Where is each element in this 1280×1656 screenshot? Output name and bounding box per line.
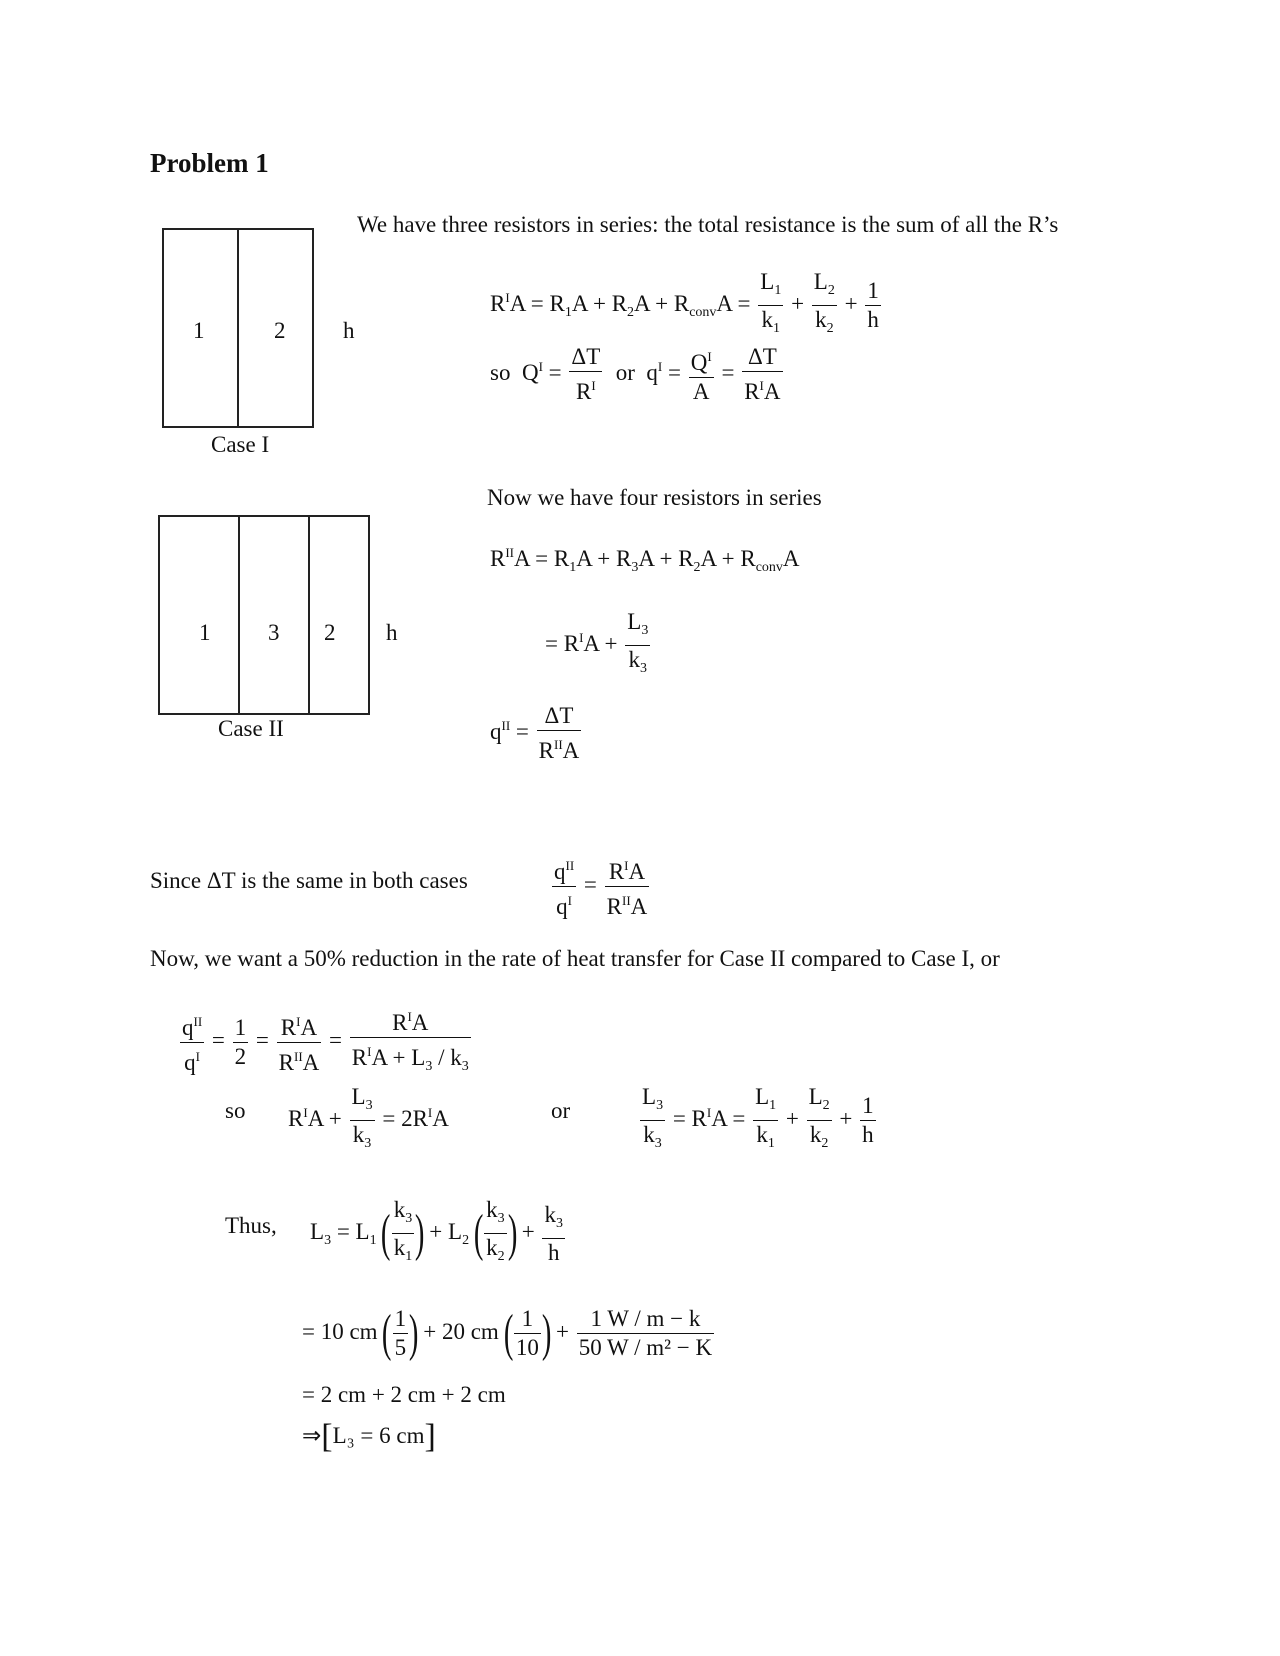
equation-double-resistance: $R^IA$ + $\frac{L_3}{k_3}$ = $2R^IA$ [288,1084,449,1151]
case1-layer-label: 1 [193,318,205,343]
final-answer: ⇒[L₃ = 6 cm] [302,1418,436,1455]
case2-layer-label: 2 [324,620,336,645]
equation-heat-flux-case2: $q^{II}$ = $\frac{\Delta T}{R^{II}A}$ [490,703,580,763]
four-resistors-text: Now we have four resistors in series [487,485,822,510]
case2-wall-outline [158,515,370,715]
word-thus: Thus, [225,1213,277,1238]
since-text: Since ΔT is the same in both cases [150,868,468,893]
reduction-text: Now, we want a 50% reduction in the rate of heat transfer for Case II compared to Case I, or [150,946,1000,971]
equation-half-reduction: $\frac{q^{II}}{q^I}$ = $\frac{1}{2}$ = $\frac{R^IA}{R^{II}A}$ = $\frac{R^IA}{R^IA + L_3 / k_3}$ [178,1003,473,1081]
page-title: Problem 1 [150,148,269,178]
case1-divider [237,228,239,428]
equation-sum-terms: = 2 cm + 2 cm + 2 cm [302,1382,506,1407]
case2-divider [238,515,240,715]
case2-divider [308,515,310,715]
case2-caption: Case II [218,716,284,741]
equation-flux-ratio: $\frac{q^{II}}{q^I}$ = $\frac{R^IA}{R^{II}A}$ [550,852,651,921]
intro-text: We have three resistors in series: the total resistance is the sum of all the R’s [357,212,1059,237]
word-or: or [551,1098,571,1123]
case1-convection-label: h [343,318,355,343]
word-so: so [225,1098,246,1123]
equation-total-resistance-case2: $R^{II}A = R_1A + R_3A + R_2A + R_{conv}A$ [490,545,800,575]
equation-layer3-resistance: $\frac{L_3}{k_3}$ = $R^IA$ = $\frac{L_1}{k_1}$ + $\frac{L_2}{k_2}$ + $\frac{1}{h}$ [642,1084,874,1151]
case1-caption: Case I [211,432,270,457]
case2-layer-label: 3 [268,620,280,645]
case2-layer-label: 1 [199,620,211,645]
equation-layer3-thickness: $L_3 = L_1$ ( $\frac{k_3}{k_1}$ ) + $L_2$ ( $\frac{k_3}{k_2}$ ) + $\frac{k_3}{h}$ [310,1197,563,1265]
equation-heat-rate-case1: so $Q^I$ = $\frac{\Delta T}{R^I}$ or $q^I$ = $\frac{Q^I}{A}$ = $\frac{\Delta T}{R^IA}$ [490,344,781,404]
equation-total-resistance-case1: $R^IA = R_1A + R_2A + R_{conv}A$ = $\frac{L_1}{k_1}$ + $\frac{L_2}{k_2}$ + $\frac{1}{h}$ [490,269,879,336]
case2-convection-label: h [386,620,398,645]
case1-layer-label: 2 [274,318,286,343]
equation-case2-simplified: = $R^IA$ + $\frac{L_3}{k_3}$ [545,609,649,676]
equation-numeric-substitution: = 10 cm ( $\frac{1}{5}$ ) + 20 cm ( $\frac{1}{10}$ ) + $\frac{1 W / m - k}{\text{50 W / m² − K}}$ [302,1304,713,1362]
